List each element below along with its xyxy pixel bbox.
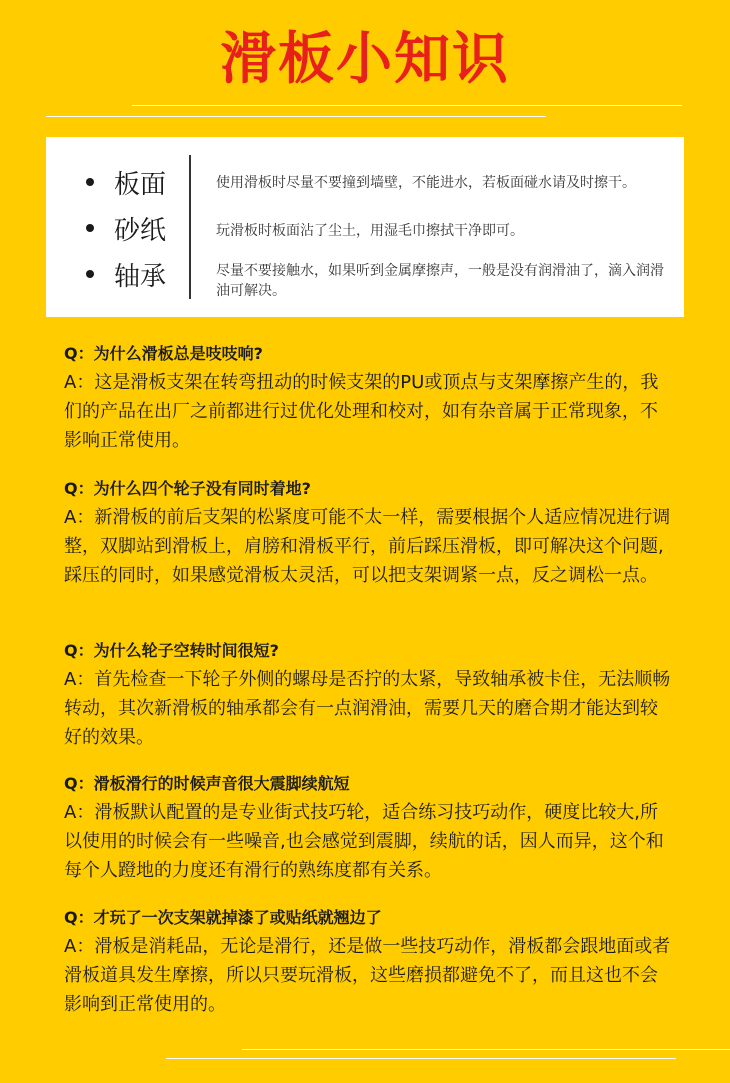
faq-question: Q：为什么轮子空转时间很短?: [64, 641, 279, 660]
faq-item: [64, 475, 674, 590]
term-label: 板面: [114, 169, 167, 200]
bullet-icon: [86, 270, 94, 278]
faq-item: [64, 340, 674, 455]
faq-question: Q：为什么四个轮子没有同时着地?: [64, 479, 311, 498]
glossary-term: [86, 205, 226, 251]
term-label: 轴承: [114, 261, 167, 292]
bullet-icon: [86, 178, 94, 186]
term-description: 玩滑板时板面沾了尘土，用湿毛巾擦拭干净即可。: [216, 223, 524, 239]
term-label: 砂纸: [114, 215, 167, 246]
title-underline-bottom: [46, 116, 546, 117]
faq-answer: A：这是滑板支架在转弯扭动的时候支架的PU或顶点与支架摩擦产生的，我们的产品在出厂之前都进行过优化处理和校对，如有杂音属于正常现象，不影响正常使用。: [64, 372, 659, 451]
glossary-term: [86, 251, 226, 297]
glossary-descriptions: [216, 157, 666, 307]
faq-item: [64, 904, 674, 1019]
footer-line-top: [242, 1049, 730, 1050]
page-title: 滑板小知识: [220, 27, 510, 92]
glossary-terms: [86, 159, 226, 297]
faq-question: Q：为什么滑板总是吱吱响?: [64, 344, 263, 363]
faq-answer: A：滑板是消耗品，无论是滑行，还是做一些技巧动作，滑板都会跟地面或者滑板道具发生摩擦，所以只要玩滑板，这些磨损都避免不了，而且这也不会影响到正常使用的。: [64, 936, 671, 1015]
faq-answer: A：滑板默认配置的是专业街式技巧轮，适合练习技巧动作，硬度比较大,所以使用的时候会有一些噪音,也会感觉到震脚，续航的话，因人而异，这个和每个人蹬地的力度还有滑行的熟练度都有关系。: [64, 802, 664, 881]
faq-answer: A：首先检查一下轮子外侧的螺母是否拧的太紧，导致轴承被卡住，无法顺畅转动，其次新滑板的轴承都会有一点润滑油，需要几天的磨合期才能达到较好的效果。: [64, 669, 671, 748]
bullet-icon: [86, 224, 94, 232]
footer-line-bottom: [166, 1058, 676, 1059]
title-underline-top: [132, 105, 682, 106]
faq-question: Q：才玩了一次支架就掉漆了或贴纸就翘边了: [64, 908, 382, 927]
glossary-divider: [189, 155, 191, 299]
glossary-card: [46, 137, 684, 317]
faq-item: [64, 770, 674, 885]
faq-question: Q：滑板滑行的时候声音很大震脚续航短: [64, 774, 350, 793]
term-description: 使用滑板时尽量不要撞到墙壁，不能进水，若板面碰水请及时擦干。: [216, 175, 636, 191]
term-description: 尽量不要接触水，如果听到金属摩擦声，一般是没有润滑油了，滴入润滑油可解决。: [216, 263, 664, 299]
faq-answer: A：新滑板的前后支架的松紧度可能不太一样，需要根据个人适应情况进行调整，双脚站到滑板上，肩膀和滑板平行，前后踩压滑板，即可解决这个问题,踩压的同时，如果感觉滑板太灵活，可以把支架调紧一点，反之调松一点。: [64, 507, 671, 586]
faq-item: [64, 637, 674, 752]
glossary-term: [86, 159, 226, 205]
